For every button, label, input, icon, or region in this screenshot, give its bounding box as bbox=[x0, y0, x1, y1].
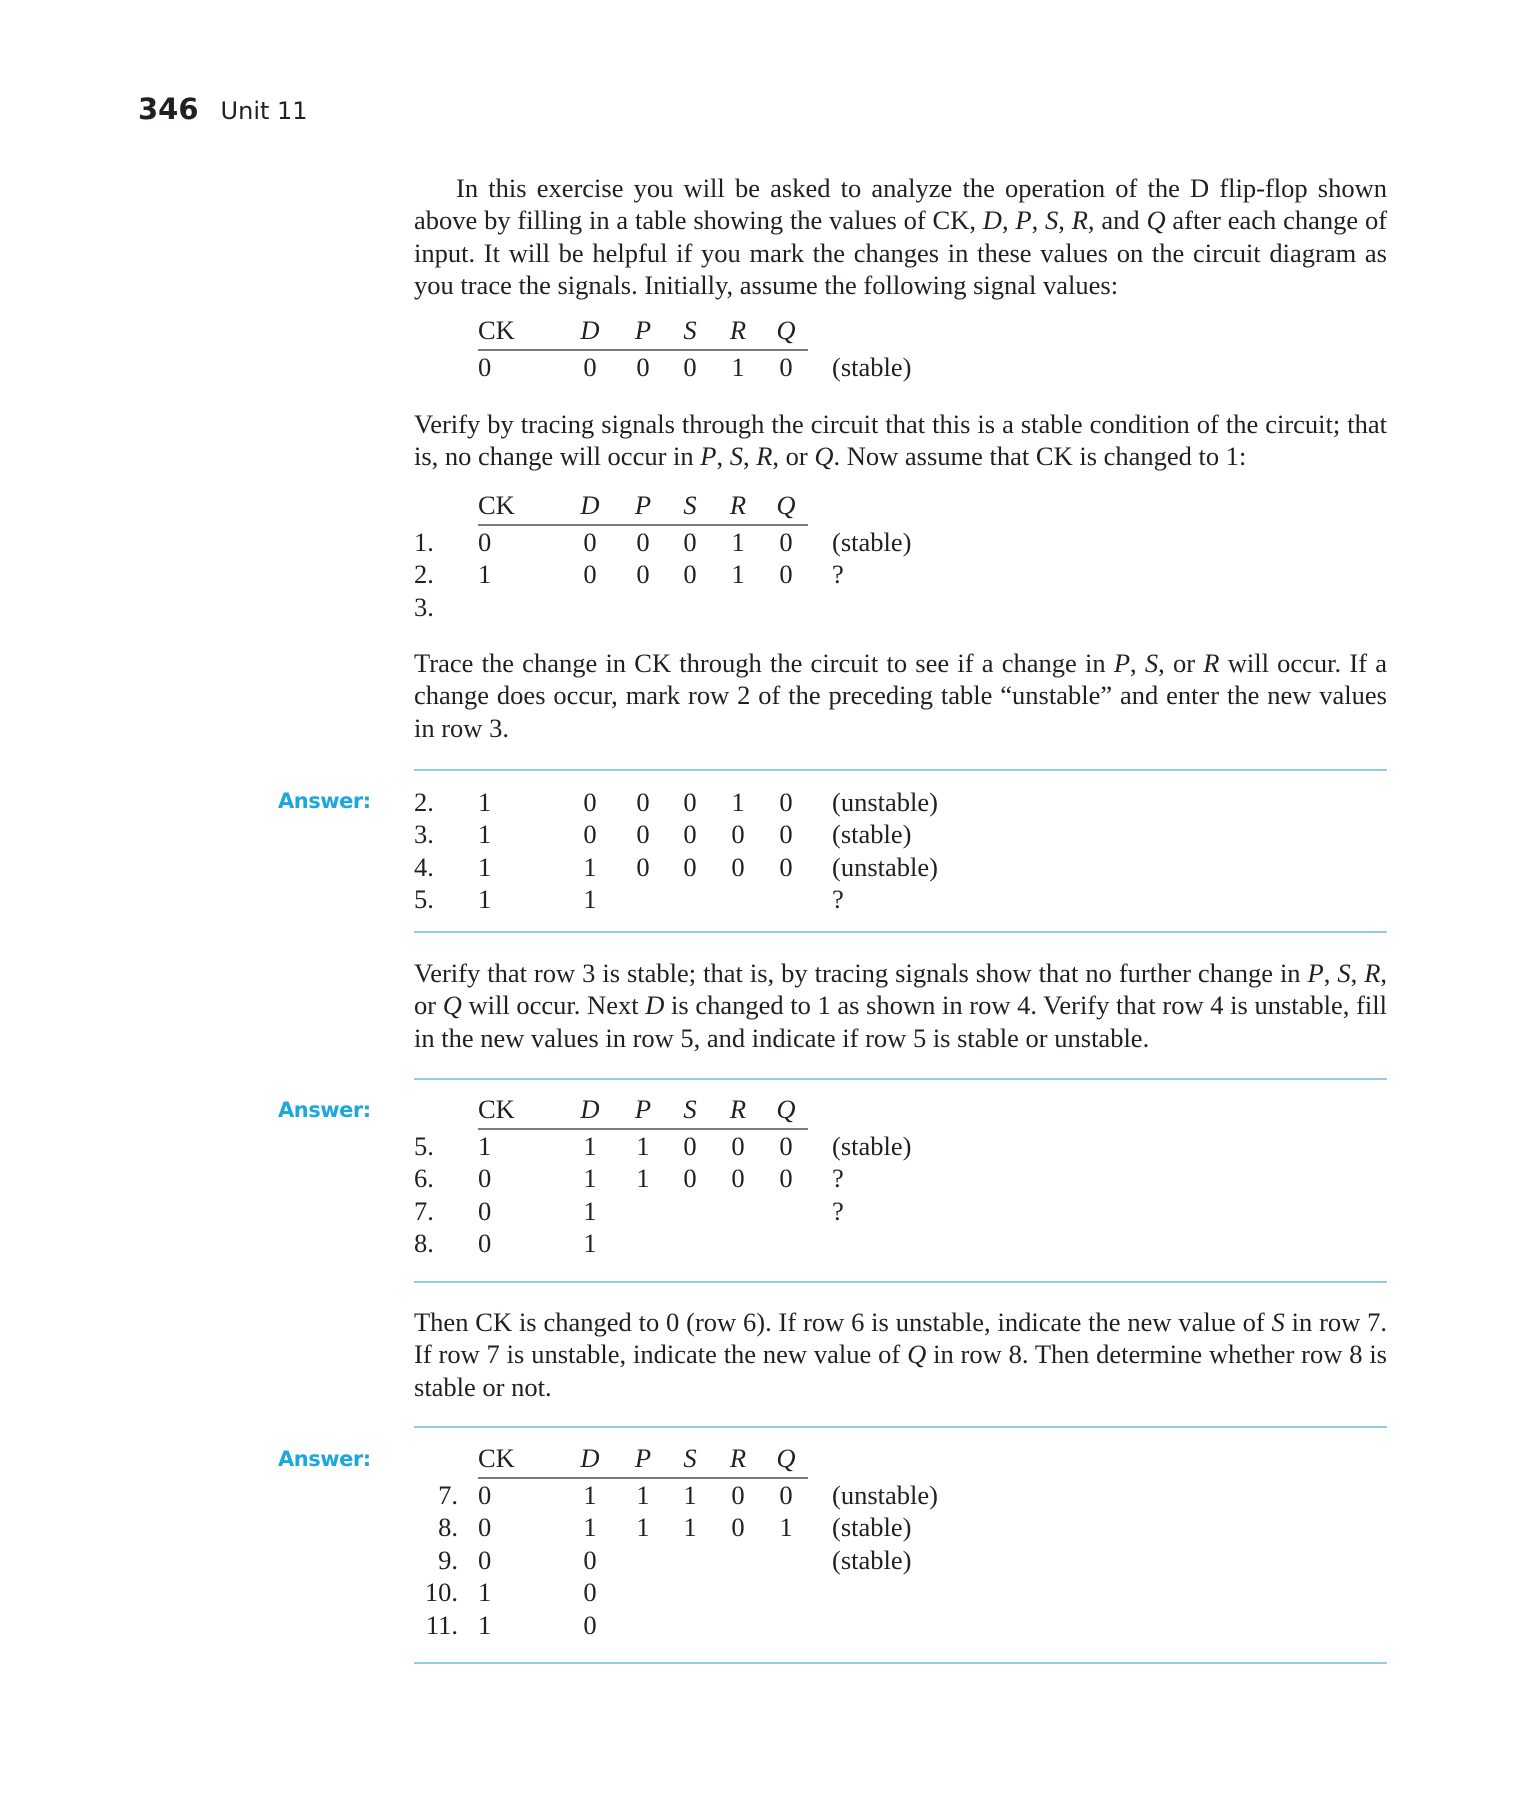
row-number: 9. bbox=[438, 1544, 458, 1575]
r-value: 0 bbox=[731, 819, 745, 850]
q-value: 0 bbox=[779, 1480, 793, 1510]
stability-status: (unstable) bbox=[832, 787, 938, 817]
answer-label: Answer: bbox=[278, 789, 371, 813]
p-value: 0 bbox=[636, 787, 650, 817]
column-header-p: P bbox=[634, 490, 652, 520]
text-segment: will occur. Next bbox=[461, 990, 646, 1021]
answer-table-3 bbox=[414, 1441, 1014, 1641]
stability-status: ? bbox=[832, 559, 844, 590]
p-value: 1 bbox=[636, 1480, 650, 1510]
d-value: 1 bbox=[583, 1163, 597, 1194]
text-segment: . Now assume that CK is changed to 1: bbox=[833, 441, 1247, 472]
text-segment: , bbox=[1031, 205, 1046, 236]
d-value: 0 bbox=[583, 787, 597, 817]
row-number: 7. bbox=[438, 1480, 458, 1510]
text-segment: , bbox=[1350, 958, 1365, 988]
q-value: 0 bbox=[779, 527, 793, 557]
text-segment: will occur. If a change does occur, mark row 2 of the preceding table “unstable” and enter the new values in row 3. bbox=[414, 648, 1388, 743]
d-value: 0 bbox=[583, 1577, 597, 1608]
answer-divider bbox=[414, 1281, 1387, 1283]
ck-value: 0 bbox=[478, 1512, 492, 1543]
ck-value: 0 bbox=[478, 1163, 492, 1194]
ck-value: 1 bbox=[478, 1577, 492, 1608]
text-segment: is changed to 1 as shown in row 4. Verify that row 4 is unstable, fill in the new values in row 5, and indicate if row 5 is stable or unstable. bbox=[414, 990, 1387, 1053]
row-number: 7. bbox=[414, 1195, 434, 1226]
row-number: 3. bbox=[414, 591, 434, 622]
ck-value: 0 bbox=[478, 352, 492, 382]
variable-name: D bbox=[982, 205, 1002, 236]
variable-name: S bbox=[729, 441, 743, 472]
p-value: 0 bbox=[636, 527, 650, 557]
answer-divider bbox=[414, 1078, 1387, 1080]
row-number: 6. bbox=[414, 1163, 434, 1194]
r-value: 1 bbox=[731, 352, 745, 382]
table-row bbox=[414, 1609, 1014, 1641]
q-value: 1 bbox=[779, 1512, 793, 1543]
variable-name: R bbox=[1071, 205, 1088, 236]
stability-status: ? bbox=[832, 1195, 844, 1226]
text-segment: Verify by tracing signals through the circuit that this is a stable condition of the circuit; that is, no change will occur in bbox=[414, 409, 1387, 472]
column-header-s: S bbox=[683, 1094, 697, 1124]
p-value: 0 bbox=[636, 819, 650, 850]
column-header-ck: CK bbox=[478, 1443, 515, 1473]
row-number: 5. bbox=[414, 884, 434, 915]
table-row bbox=[414, 786, 1014, 818]
text-segment: Then CK is changed to 0 (row 6). If row 6 is unstable, indicate the new value of bbox=[414, 1307, 1272, 1337]
page-number: 346 bbox=[138, 92, 199, 126]
ck-value: 1 bbox=[478, 884, 492, 915]
column-header-r: R bbox=[729, 490, 747, 520]
p-value: 0 bbox=[636, 559, 650, 590]
text-segment: , and bbox=[1087, 205, 1147, 236]
q-value: 0 bbox=[779, 851, 793, 882]
row-number: 3. bbox=[414, 819, 434, 850]
text-segment: , bbox=[1130, 648, 1145, 678]
text-segment: , or bbox=[772, 441, 815, 472]
column-header-s: S bbox=[683, 1443, 697, 1473]
table-row bbox=[414, 1195, 1014, 1227]
answer-label: Answer: bbox=[278, 1098, 371, 1122]
r-value: 0 bbox=[731, 851, 745, 882]
d-value: 0 bbox=[583, 352, 597, 382]
ck-value: 1 bbox=[478, 851, 492, 882]
ck-value: 1 bbox=[478, 819, 492, 850]
p-value: 0 bbox=[636, 851, 650, 882]
s-value: 0 bbox=[683, 352, 697, 382]
table-row bbox=[414, 351, 1014, 383]
d-value: 1 bbox=[583, 851, 597, 882]
column-header-r: R bbox=[729, 1443, 747, 1473]
table-header bbox=[414, 1092, 1014, 1130]
ck-value: 1 bbox=[478, 1609, 492, 1640]
row-number: 8. bbox=[414, 1228, 434, 1259]
column-header-d: D bbox=[580, 315, 600, 345]
d-value: 0 bbox=[583, 559, 597, 590]
table-row bbox=[414, 1479, 1014, 1511]
signal-table-ck-change bbox=[414, 488, 1014, 623]
variable-name: S bbox=[1144, 648, 1159, 678]
text-segment: , or bbox=[1158, 648, 1204, 678]
row-number: 1. bbox=[414, 527, 434, 557]
p-value: 1 bbox=[636, 1131, 650, 1161]
d-value: 1 bbox=[583, 884, 597, 915]
text-segment: , bbox=[1058, 205, 1072, 236]
table-row bbox=[414, 1130, 1014, 1162]
p-value: 1 bbox=[636, 1512, 650, 1543]
r-value: 0 bbox=[731, 1131, 745, 1161]
ck-value: 0 bbox=[478, 1195, 492, 1226]
column-header-p: P bbox=[634, 315, 652, 345]
column-header-ck: CK bbox=[478, 315, 515, 345]
s-value: 0 bbox=[683, 787, 697, 817]
paragraph-verify-stable bbox=[414, 408, 1387, 473]
table-row bbox=[414, 851, 1014, 883]
text-segment: , bbox=[1001, 205, 1016, 236]
r-value: 0 bbox=[731, 1512, 745, 1543]
d-value: 0 bbox=[583, 1609, 597, 1640]
table-row bbox=[414, 1162, 1014, 1194]
variable-name: R bbox=[1364, 958, 1381, 988]
row-number: 2. bbox=[414, 787, 434, 817]
stability-status: ? bbox=[832, 1163, 844, 1194]
table-row bbox=[414, 591, 1014, 623]
unit-title: Unit 11 bbox=[220, 97, 308, 125]
row-number: 8. bbox=[438, 1512, 458, 1543]
stability-status: (stable) bbox=[832, 352, 912, 382]
column-header-q: Q bbox=[776, 1094, 796, 1124]
d-value: 0 bbox=[583, 819, 597, 850]
s-value: 0 bbox=[683, 559, 697, 590]
variable-name: S bbox=[1337, 958, 1351, 988]
text-segment: , bbox=[1323, 958, 1338, 988]
text-segment: , bbox=[742, 441, 757, 472]
paragraph-ck-to-0 bbox=[414, 1306, 1387, 1403]
running-header bbox=[138, 92, 308, 126]
answer-divider bbox=[414, 769, 1387, 771]
column-header-ck: CK bbox=[478, 490, 515, 520]
s-value: 1 bbox=[683, 1480, 697, 1510]
column-header-s: S bbox=[683, 490, 697, 520]
answer-label: Answer: bbox=[278, 1447, 371, 1471]
variable-name: S bbox=[1271, 1307, 1285, 1337]
table-header bbox=[414, 488, 1014, 526]
paragraph-trace-ck bbox=[414, 647, 1387, 744]
row-number: 4. bbox=[414, 851, 434, 882]
s-value: 1 bbox=[683, 1512, 697, 1543]
variable-name: P bbox=[1015, 205, 1032, 236]
stability-status: (stable) bbox=[832, 1512, 912, 1543]
text-segment: Trace the change in CK through the circuit to see if a change in bbox=[414, 648, 1114, 678]
r-value: 1 bbox=[731, 787, 745, 817]
table-row bbox=[414, 1576, 1014, 1608]
stability-status: (stable) bbox=[832, 1544, 912, 1575]
p-value: 1 bbox=[636, 1163, 650, 1194]
s-value: 0 bbox=[683, 527, 697, 557]
p-value: 0 bbox=[636, 352, 650, 382]
text-segment: , or bbox=[414, 958, 1388, 1021]
ck-value: 0 bbox=[478, 1544, 492, 1575]
q-value: 0 bbox=[779, 819, 793, 850]
stability-status: (unstable) bbox=[832, 851, 938, 882]
text-segment: In this exercise you will be asked to analyze the operation of the D flip-flop shown above by filling in a table showing the values of CK, bbox=[414, 173, 1387, 236]
stability-status: (stable) bbox=[832, 527, 912, 557]
variable-name: Q bbox=[442, 990, 462, 1021]
table-row bbox=[414, 558, 1014, 590]
r-value: 1 bbox=[731, 559, 745, 590]
column-header-r: R bbox=[729, 315, 747, 345]
s-value: 0 bbox=[683, 851, 697, 882]
signal-table-initial bbox=[414, 313, 1014, 383]
row-number: 10. bbox=[424, 1577, 458, 1608]
table-row bbox=[414, 883, 1014, 915]
q-value: 0 bbox=[779, 559, 793, 590]
table-header bbox=[414, 313, 1014, 351]
ck-value: 0 bbox=[478, 527, 492, 557]
text-segment: in row 7. If row 7 is unstable, indicate the new value of bbox=[414, 1307, 1388, 1370]
variable-name: P bbox=[1307, 958, 1324, 988]
answer-divider bbox=[414, 1426, 1387, 1428]
column-header-q: Q bbox=[776, 1443, 796, 1473]
paragraph-verify-row3 bbox=[414, 957, 1387, 1054]
d-value: 1 bbox=[583, 1228, 597, 1259]
table-header bbox=[414, 1441, 1014, 1479]
table-row bbox=[414, 818, 1014, 850]
row-number: 5. bbox=[414, 1131, 434, 1161]
d-value: 1 bbox=[583, 1512, 597, 1543]
table-row bbox=[414, 1511, 1014, 1543]
r-value: 0 bbox=[731, 1480, 745, 1510]
text-segment: after each change of input. It will be helpful if you mark the changes in these values on the circuit diagram as you trace the signals. Initially, assume the following signal values: bbox=[414, 205, 1388, 301]
q-value: 0 bbox=[779, 1131, 793, 1161]
ck-value: 0 bbox=[478, 1480, 492, 1510]
row-number: 11. bbox=[425, 1609, 458, 1640]
column-header-d: D bbox=[580, 1443, 600, 1473]
column-header-q: Q bbox=[776, 315, 796, 345]
column-header-s: S bbox=[683, 315, 697, 345]
answer-table-2 bbox=[414, 1092, 1014, 1260]
column-header-ck: CK bbox=[478, 1094, 515, 1124]
ck-value: 0 bbox=[478, 1228, 492, 1259]
stability-status: (stable) bbox=[832, 819, 912, 850]
variable-name: R bbox=[756, 441, 773, 472]
table-row bbox=[414, 526, 1014, 558]
d-value: 0 bbox=[583, 1544, 597, 1575]
ck-value: 1 bbox=[478, 1131, 492, 1161]
column-header-d: D bbox=[580, 490, 600, 520]
d-value: 1 bbox=[583, 1131, 597, 1161]
ck-value: 1 bbox=[478, 559, 492, 590]
answer-divider bbox=[414, 1662, 1387, 1664]
s-value: 0 bbox=[683, 1131, 697, 1161]
q-value: 0 bbox=[779, 787, 793, 817]
q-value: 0 bbox=[779, 1163, 793, 1194]
stability-status: (unstable) bbox=[832, 1480, 938, 1510]
q-value: 0 bbox=[779, 352, 793, 382]
r-value: 1 bbox=[731, 527, 745, 557]
table-row bbox=[414, 1544, 1014, 1576]
text-segment: Verify that row 3 is stable; that is, by tracing signals show that no further change in bbox=[414, 958, 1308, 988]
column-header-q: Q bbox=[776, 490, 796, 520]
variable-name: D bbox=[645, 990, 665, 1021]
column-header-p: P bbox=[634, 1094, 652, 1124]
variable-name: Q bbox=[907, 1339, 927, 1370]
answer-table-1 bbox=[414, 786, 1014, 916]
table-row bbox=[414, 1227, 1014, 1259]
variable-name: Q bbox=[1146, 205, 1166, 236]
d-value: 1 bbox=[583, 1480, 597, 1510]
column-header-r: R bbox=[729, 1094, 747, 1124]
s-value: 0 bbox=[683, 819, 697, 850]
stability-status: ? bbox=[832, 884, 844, 915]
text-segment: , bbox=[716, 441, 730, 472]
text-segment: in row 8. Then determine whether row 8 is stable or not. bbox=[414, 1339, 1387, 1402]
variable-name: R bbox=[1203, 648, 1220, 678]
variable-name: P bbox=[1113, 648, 1131, 678]
answer-divider bbox=[414, 931, 1387, 933]
variable-name: S bbox=[1045, 205, 1059, 236]
column-header-d: D bbox=[580, 1094, 600, 1124]
r-value: 0 bbox=[731, 1163, 745, 1194]
column-header-p: P bbox=[634, 1443, 652, 1473]
row-number: 2. bbox=[414, 559, 434, 590]
variable-name: Q bbox=[814, 441, 834, 472]
d-value: 0 bbox=[583, 527, 597, 557]
paragraph-intro bbox=[414, 172, 1387, 302]
ck-value: 1 bbox=[478, 787, 492, 817]
variable-name: P bbox=[700, 441, 717, 472]
stability-status: (stable) bbox=[832, 1131, 912, 1161]
s-value: 0 bbox=[683, 1163, 697, 1194]
d-value: 1 bbox=[583, 1195, 597, 1226]
